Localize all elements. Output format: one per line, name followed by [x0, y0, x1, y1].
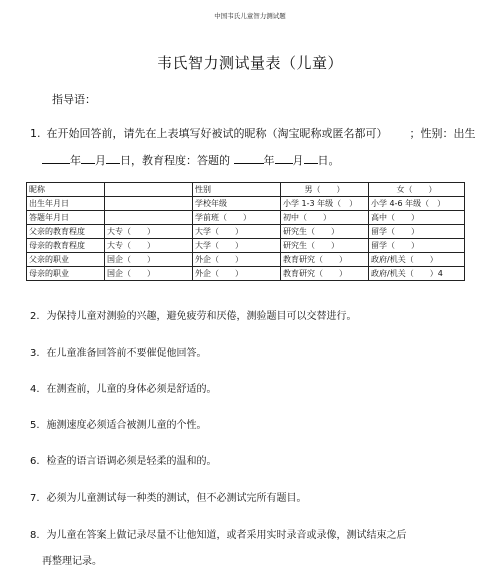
instruction-number: 7.	[30, 493, 40, 504]
birth-day-blank[interactable]	[106, 153, 120, 164]
table-row-father-education	[27, 225, 465, 239]
instruction-text: 施测速度必须适合被测儿童的个性。	[46, 420, 207, 431]
table-cell[interactable]: 大学（ ）	[193, 225, 281, 239]
instruction-number: 1.	[30, 127, 41, 140]
day-education-label: 日，教育程度：答题的	[120, 154, 230, 167]
table-cell[interactable]: 小学 1-3 年级（ ）	[281, 197, 369, 211]
table-cell[interactable]: 大专（ ）	[105, 239, 193, 253]
table-row-father-occupation	[27, 253, 465, 267]
instruction-text: 为保持儿童对测验的兴趣，避免疲劳和厌倦，测验题目可以交替进行。	[46, 311, 357, 322]
table-cell[interactable]: 教育研究（ ）	[281, 253, 369, 267]
table-cell: 母亲的教育程度	[27, 239, 105, 253]
table-cell: 昵称	[27, 183, 105, 197]
birth-month-blank[interactable]	[81, 153, 95, 164]
table-cell[interactable]: 学前班（ ）	[193, 211, 281, 225]
table-cell[interactable]: 小学 4-6 年级（ ）	[369, 197, 465, 211]
table-row-answer-date	[27, 211, 465, 225]
instruction-number: 6.	[30, 456, 40, 467]
table-cell[interactable]: 外企（ ）	[193, 267, 281, 281]
table-cell[interactable]	[105, 183, 193, 197]
instruction-number: 5.	[30, 420, 40, 431]
instruction-text: 在开始回答前，请先在上表填写好被试的昵称（淘宝昵称或匿名都可）	[46, 127, 388, 140]
table-cell[interactable]: 国企（ ）	[105, 267, 193, 281]
table-row-nickname	[27, 183, 465, 197]
instruction-text: 为儿童在答案上做记录尽量不让他知道，或者采用实时录音或录像，测试结束之后	[46, 530, 407, 541]
table-cell[interactable]: 国企（ ）	[105, 253, 193, 267]
table-cell[interactable]: 学校年级	[193, 197, 281, 211]
table-cell[interactable]: 研究生（ ）	[281, 239, 369, 253]
answer-month-blank[interactable]	[275, 153, 293, 164]
table-cell[interactable]: 政府/机关（ ）	[369, 253, 465, 267]
instruction-8	[30, 526, 407, 541]
table-cell[interactable]: 外企（ ）	[193, 253, 281, 267]
table-cell[interactable]	[105, 197, 193, 211]
table-cell[interactable]: 教育研究（ ）	[281, 267, 369, 281]
table-cell[interactable]: 高中（ ）	[369, 211, 465, 225]
instruction-text: 在儿童准备回答前不要催促他回答。	[46, 348, 207, 359]
table-cell[interactable]: 男（ ）	[281, 183, 369, 197]
table-cell: 母亲的职业	[27, 267, 105, 281]
info-table	[26, 182, 465, 281]
guide-label: 指导语：	[52, 93, 96, 106]
table-cell[interactable]: 留学（ ）	[369, 225, 465, 239]
instruction-6	[30, 452, 217, 467]
instruction-text: 在测查前，儿童的身体必须是舒适的。	[46, 384, 217, 395]
table-cell[interactable]	[105, 211, 193, 225]
table-cell[interactable]: 初中（ ）	[281, 211, 369, 225]
table-cell[interactable]: 女（ ）	[369, 183, 465, 197]
running-header: 中国韦氏儿童智力测试题	[214, 12, 286, 20]
instruction-5	[30, 416, 207, 431]
instruction-number: 3.	[30, 348, 40, 359]
answer-day-blank[interactable]	[304, 153, 318, 164]
table-cell: 父亲的职业	[27, 253, 105, 267]
instruction-number: 2.	[30, 311, 40, 322]
answer-month-label: 月	[292, 154, 304, 167]
instruction-number: 4.	[30, 384, 40, 395]
table-cell[interactable]: 大学（ ）	[193, 239, 281, 253]
instruction-text: 检查的语言语调必须是轻柔的温和的。	[46, 456, 217, 467]
table-cell[interactable]: 研究生（ ）	[281, 225, 369, 239]
answer-year-label: 年	[263, 154, 275, 167]
instruction-3	[30, 344, 207, 359]
birth-year-blank[interactable]	[42, 153, 70, 164]
table-cell[interactable]: 留学（ ）	[369, 239, 465, 253]
table-row-mother-occupation	[27, 267, 465, 281]
page-title: 韦氏智力测试量表（儿童）	[156, 54, 343, 72]
answer-day-label: 日。	[317, 154, 340, 167]
answer-year-blank[interactable]	[234, 153, 264, 164]
instruction-text: 必须为儿童测试每一种类的测试，但不必测试完所有题目。	[46, 493, 307, 504]
table-cell: 出生年月日	[27, 197, 105, 211]
year-label: 年	[70, 154, 81, 167]
table-cell: 答题年月日	[27, 211, 105, 225]
table-row-mother-education	[27, 239, 465, 253]
instruction-gender-text: ；性别：出生	[409, 127, 476, 140]
instruction-4	[30, 380, 217, 395]
table-cell[interactable]: 政府/机关（ ）4	[369, 267, 465, 281]
table-row-birth-date	[27, 197, 465, 211]
instruction-1-line-1	[30, 125, 476, 141]
instruction-1-line-2	[42, 152, 340, 168]
table-cell[interactable]: 大专（ ）	[105, 225, 193, 239]
table-cell: 父亲的教育程度	[27, 225, 105, 239]
instruction-7	[30, 489, 307, 504]
table-cell[interactable]: 性别	[193, 183, 281, 197]
month-label: 月	[95, 154, 106, 167]
instruction-2	[30, 307, 357, 322]
instruction-continuation: 再整理记录。	[42, 556, 102, 567]
instruction-number: 8.	[30, 530, 40, 541]
